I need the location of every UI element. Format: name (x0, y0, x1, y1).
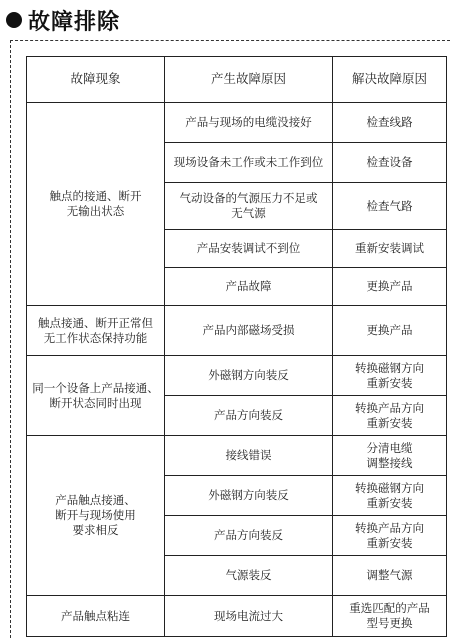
cause-cell: 产品与现场的电缆没接好 (165, 103, 333, 143)
table-row (27, 356, 447, 396)
solution-cell: 转换产品方向 重新安装 (333, 396, 447, 436)
cause-cell: 产品故障 (165, 268, 333, 306)
heading-title: 故障排除 (28, 9, 121, 35)
cause-cell: 外磁钢方向装反 (165, 356, 333, 396)
table-row (27, 436, 447, 476)
header-symptom: 故障现象 (27, 57, 165, 103)
cause-cell: 接线错误 (165, 436, 333, 476)
cause-cell: 产品安装调试不到位 (165, 230, 333, 268)
solution-cell: 分清电缆 调整接线 (333, 436, 447, 476)
symptom-cell: 产品触点接通、 断开与现场使用 要求相反 (27, 436, 165, 596)
table-row (27, 306, 447, 356)
solution-cell: 转换磁钢方向 重新安装 (333, 476, 447, 516)
cause-cell: 现场设备未工作或未工作到位 (165, 143, 333, 183)
solution-cell: 转换磁钢方向 重新安装 (333, 356, 447, 396)
cause-cell: 外磁钢方向装反 (165, 476, 333, 516)
cause-cell: 气动设备的气源压力不足或 无气源 (165, 183, 333, 230)
solution-cell: 调整气源 (333, 556, 447, 596)
troubleshooting-table (26, 56, 447, 637)
solution-cell: 检查线路 (333, 103, 447, 143)
header-solution: 解决故障原因 (333, 57, 447, 103)
cause-cell: 产品方向装反 (165, 516, 333, 556)
solution-cell: 重新安装调试 (333, 230, 447, 268)
solution-cell: 检查气路 (333, 183, 447, 230)
solution-cell: 检查设备 (333, 143, 447, 183)
symptom-cell: 同一个设备上产品接通、 断开状态同时出现 (27, 356, 165, 436)
cause-cell: 产品内部磁场受损 (165, 306, 333, 356)
table-row (27, 596, 447, 637)
solution-cell: 重选匹配的产品 型号更换 (333, 596, 447, 637)
symptom-cell: 产品触点粘连 (27, 596, 165, 637)
solution-cell: 转换产品方向 重新安装 (333, 516, 447, 556)
cause-cell: 现场电流过大 (165, 596, 333, 637)
bullet-icon (6, 12, 22, 28)
section-heading (6, 6, 120, 34)
solution-cell: 更换产品 (333, 268, 447, 306)
symptom-cell: 触点的接通、断开 无输出状态 (27, 103, 165, 306)
solution-cell: 更换产品 (333, 306, 447, 356)
header-cause: 产生故障原因 (165, 57, 333, 103)
symptom-cell: 触点接通、断开正常但 无工作状态保持功能 (27, 306, 165, 356)
table-row (27, 103, 447, 143)
table-header-row (27, 57, 447, 103)
cause-cell: 产品方向装反 (165, 396, 333, 436)
cause-cell: 气源装反 (165, 556, 333, 596)
